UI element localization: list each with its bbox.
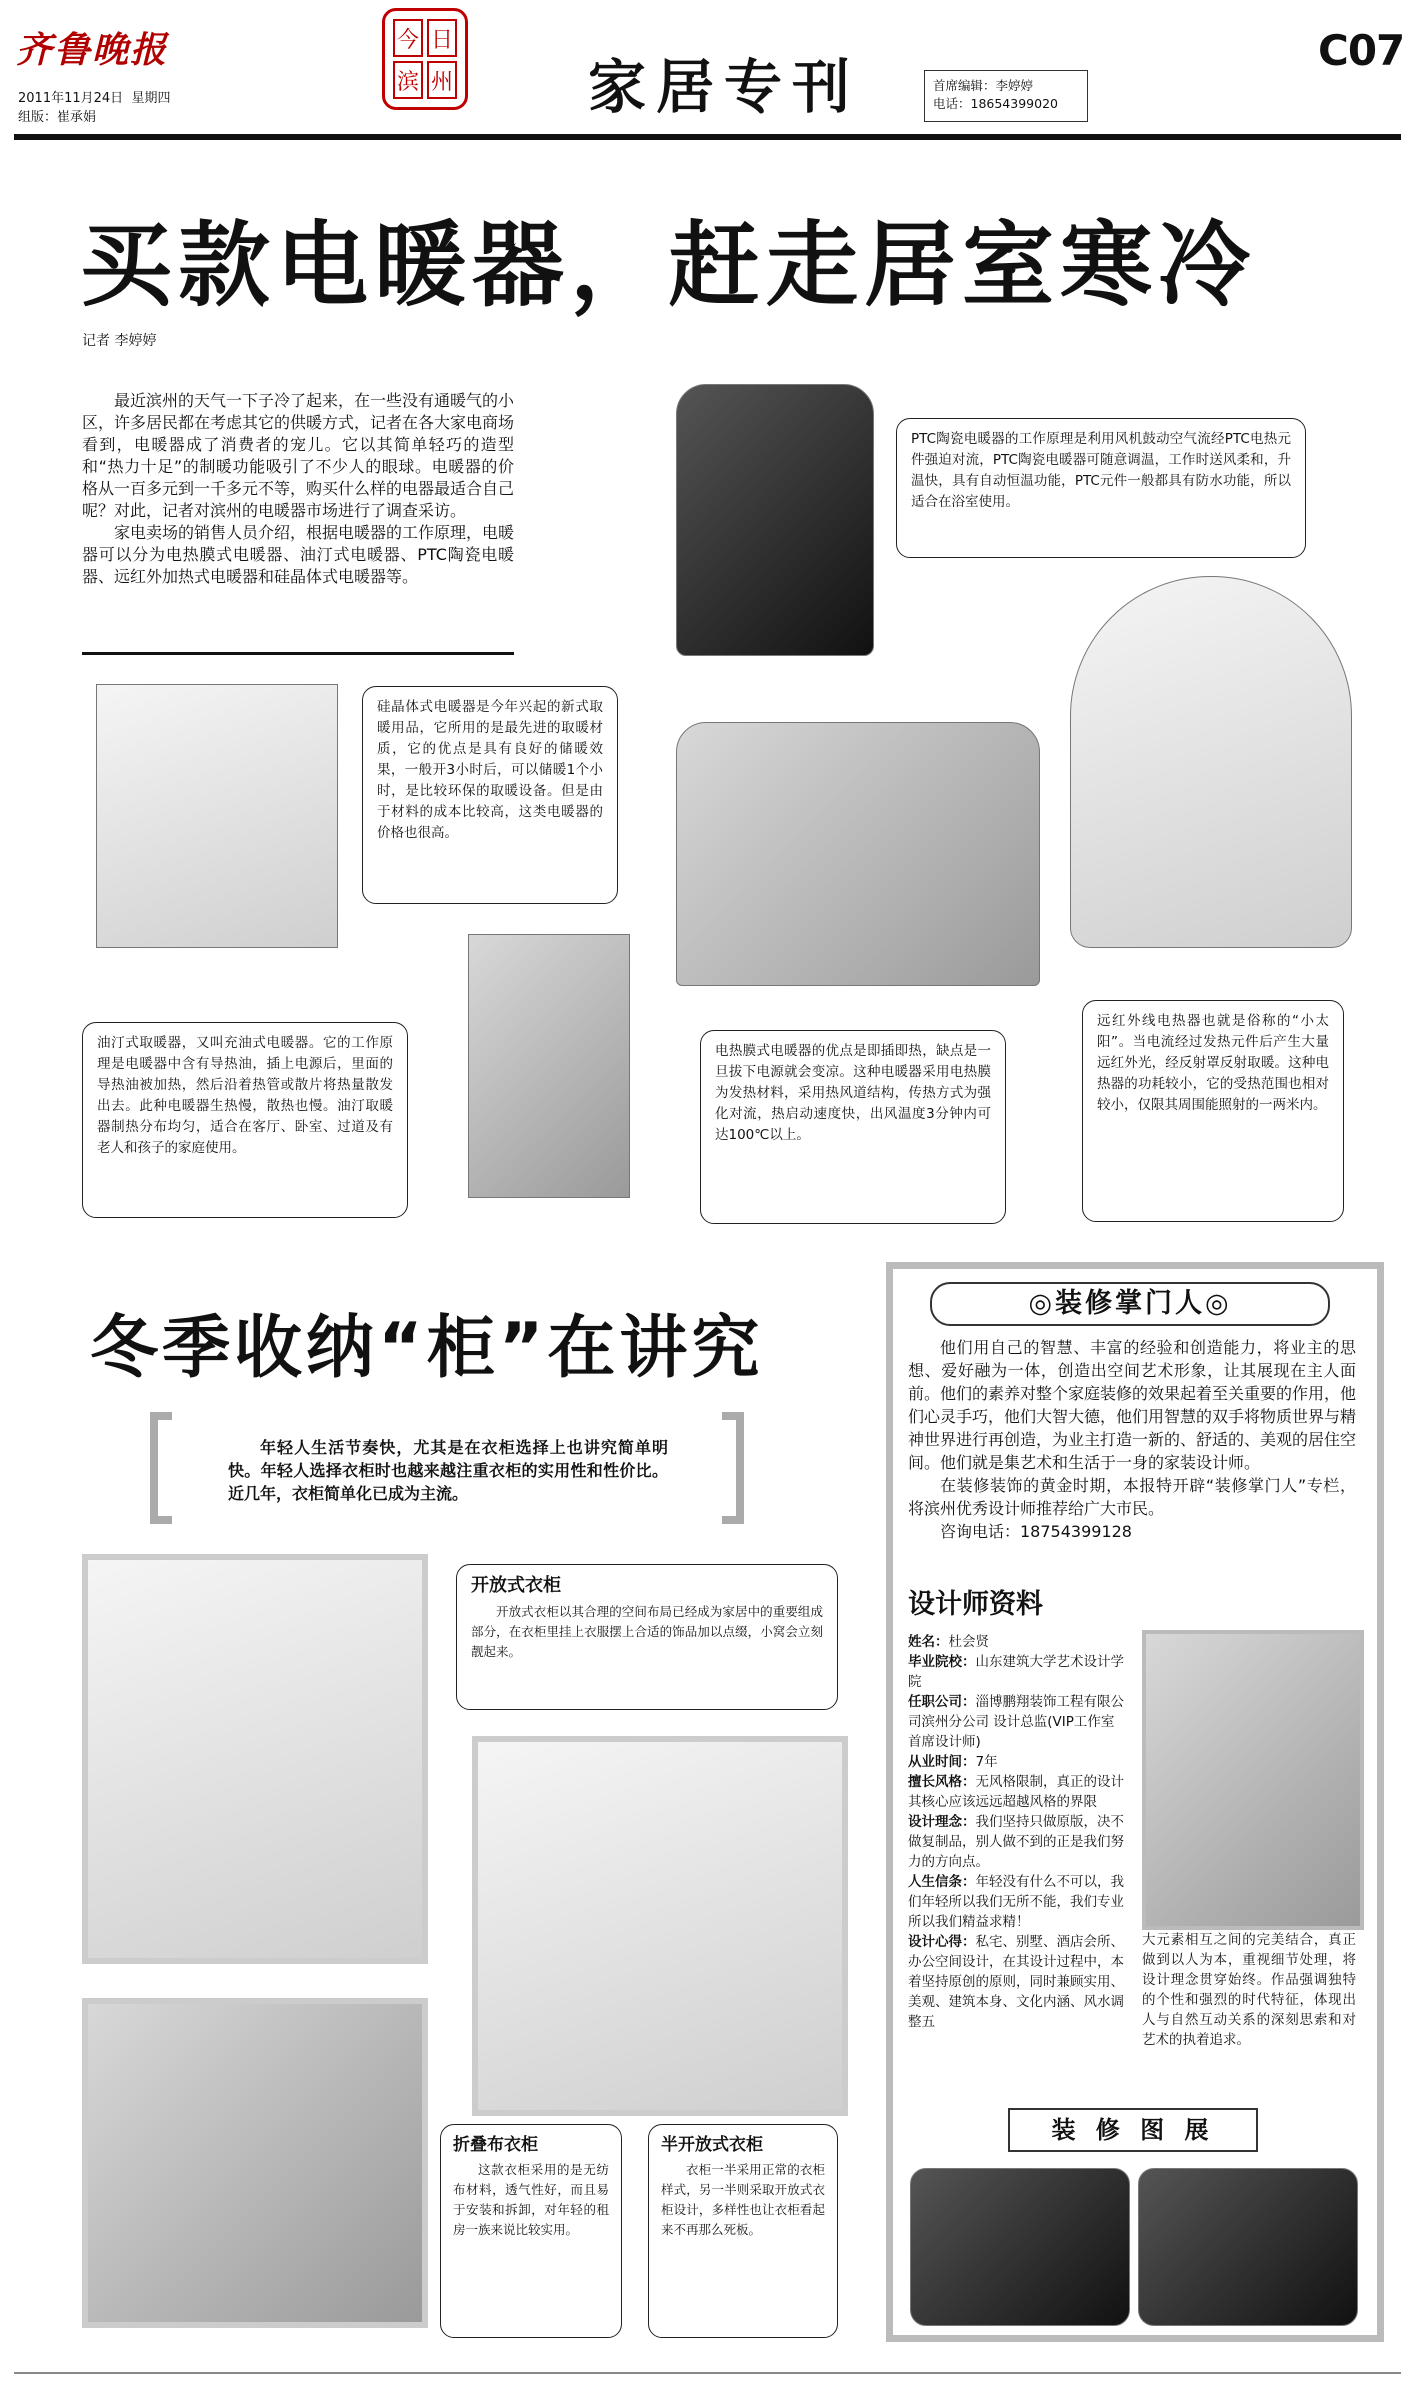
sidebar-intro1: 他们用自己的智慧、丰富的经验和创造能力，将业主的思想、爱好融为一体，创造出空间艺术形象，让其展现在主人面前。他们的素养对整个家庭装修的效果起着至关重要的作用，他们心灵手巧，他们大智大德，他们用智慧的双手将物质世界与精神世界进行再创造，为业主打造一新的、舒适的、美观的居住空间。他们就是集艺术和生活于一身的家装设计师。 bbox=[908, 1338, 1357, 1472]
open-wardrobe-callout bbox=[456, 1564, 838, 1710]
profile-row: 擅长风格：无风格限制，真正的设计其核心应该远远超越风格的界限 bbox=[908, 1774, 1124, 1810]
seal-char: 滨 bbox=[393, 61, 423, 99]
photo-caption: 大元素相互之间的完美结合，真正做到以人为本，重视细节处理，将设计理念贯穿始终。作品强调独特的个性和强烈的时代特征，体现出人与自然互动关系的深刻思索和对艺术的执着追求。 bbox=[1142, 1932, 1356, 2048]
masthead-rule bbox=[14, 134, 1401, 140]
sidebar-banner: ◎装修掌门人◎ bbox=[930, 1282, 1330, 1326]
editor-group: 组版：崔承娟 bbox=[18, 110, 97, 125]
half-open-wardrobe-image bbox=[472, 1736, 848, 2116]
article2-lead-text: 年轻人生活节奏快，尤其是在衣柜选择上也讲究简单明快。年轻人选择衣柜时也越来越注重衣柜的实用性和性价比。近几年，衣柜简单化已成为主流。 bbox=[228, 1438, 668, 1503]
article1-body bbox=[82, 390, 514, 588]
article2-lead bbox=[228, 1436, 668, 1505]
section-title: 家居专刊 bbox=[588, 53, 861, 121]
profile-row: 姓名：杜会贤 bbox=[908, 1634, 989, 1650]
profile-row: 从业时间：7年 bbox=[908, 1754, 998, 1770]
profile-row: 人生信条：年轻没有什么不可以，我们年轻所以我们无所不能，我们专业所以我们精益求精！ bbox=[908, 1874, 1124, 1930]
silicon-callout: 硅晶体式电暖器是今年兴起的新式取暖用品，它所用的是最先进的取暖材质，它的优点是具有良好的储暖效果，一般开3小时后，可以储暖1个小时，是比较环保的取暖设备。但是由于材料的成本比较高，这类电暖器的价格也很高。 bbox=[362, 686, 618, 904]
sidebar-intro2: 在装修装饰的黄金时期，本报特开辟“装修掌门人”专栏，将滨州优秀设计师推荐给广大市民。 bbox=[908, 1476, 1356, 1518]
open-wardrobe-text: 开放式衣柜以其合理的空间布局已经成为家居中的重要组成部分，在衣柜里挂上衣服摆上合适的饰品加以点缀，小窝会立刻靓起来。 bbox=[471, 1604, 823, 1659]
oil-callout: 油汀式取暖器，又叫充油式电暖器。它的工作原理是电暖器中含有导热油，插上电源后，里面的导热油被加热，然后沿着热管或散片将热量散发出去。此种电暖器生热慢，散热也慢。油汀取暖器制热分布均匀，适合在客厅、卧室、过道及有老人和孩子的家庭使用。 bbox=[82, 1022, 408, 1218]
half-wardrobe-text: 衣柜一半采用正常的衣柜样式，另一半则采取开放式衣柜设计，多样性也让衣柜看起来不再那么死板。 bbox=[661, 2162, 825, 2237]
gallery-image-2 bbox=[1138, 2168, 1358, 2326]
seal-char: 今 bbox=[393, 19, 423, 57]
infrared-callout: 远红外线电热器也就是俗称的“小太阳”。当电流经过发热元件后产生大量远红外光，经反射罩反射取暖。这种电热器的功耗较小，它的受热范围也相对较小，仅限其周围能照射的一两米内。 bbox=[1082, 1000, 1344, 1222]
designer-photo bbox=[1142, 1630, 1364, 1930]
profile-row: 设计心得：私宅、别墅、酒店会所、办公空间设计，在其设计过程中，本着坚持原创的原则，同时兼顾实用、美观、建筑本身、文化内涵、风水调整五 bbox=[908, 1934, 1124, 2030]
fold-wardrobe-callout bbox=[440, 2124, 622, 2338]
profile-row: 设计理念：我们坚持只做原版，决不做复制品，别人做不到的正是我们努力的方向点。 bbox=[908, 1814, 1124, 1870]
editor-phone: 电话：18654399020 bbox=[933, 96, 1058, 111]
designer-profile bbox=[908, 1632, 1126, 2032]
article2-headline: 冬季收纳“柜”在讲究 bbox=[90, 1309, 764, 1388]
seal-char: 日 bbox=[427, 19, 457, 57]
issue-date bbox=[18, 87, 170, 106]
half-wardrobe-callout bbox=[648, 2124, 838, 2338]
date-text: 2011年11月24日 bbox=[18, 91, 124, 106]
editor-box bbox=[924, 70, 1088, 122]
page-code: C07 bbox=[1318, 26, 1405, 75]
article1-para2: 家电卖场的销售人员介绍，根据电暖器的工作原理，电暖器可以分为电热膜式电暖器、油汀式电暖器、PTC陶瓷电暖器、远红外加热式电暖器和硅晶体式电暖器等。 bbox=[82, 523, 515, 586]
paper-name: 齐鲁晚报 bbox=[16, 29, 169, 71]
weekday-text: 星期四 bbox=[131, 91, 171, 106]
seal-logo bbox=[382, 8, 468, 110]
half-wardrobe-title: 半开放式衣柜 bbox=[661, 2135, 763, 2155]
open-wardrobe-image bbox=[82, 1554, 428, 1964]
sidebar-intro bbox=[908, 1336, 1356, 1543]
infrared-heater-image bbox=[1070, 576, 1352, 948]
lead-bracket-right bbox=[722, 1412, 744, 1524]
ptc-callout: PTC陶瓷电暖器的工作原理是利用风机鼓动空气流经PTC电热元件强迫对流，PTC陶瓷电暖器可随意调温，工作时送风柔和，升温快，具有自动恒温功能，PTC元件一般都具有防水功能，所以适合在浴室使用。 bbox=[896, 418, 1306, 558]
article1-headline: 买款电暖器，赶走居室寒冷 bbox=[80, 212, 1257, 319]
oil-heater-image bbox=[468, 934, 630, 1198]
lead-bracket-left bbox=[150, 1412, 172, 1524]
film-heater-image bbox=[676, 722, 1040, 986]
profile-title: 设计师资料 bbox=[908, 1589, 1043, 1620]
page-bottom-rule bbox=[14, 2372, 1401, 2374]
seal-char: 州 bbox=[427, 61, 457, 99]
fold-wardrobe-image bbox=[82, 1998, 428, 2328]
profile-row: 任职公司：淄博鹏翔装饰工程有限公司滨州分公司 设计总监(VIP工作室首席设计师) bbox=[908, 1694, 1124, 1750]
fold-wardrobe-title: 折叠布衣柜 bbox=[453, 2135, 538, 2155]
ptc-heater-image bbox=[676, 384, 874, 656]
article1-byline: 记者 李婷婷 bbox=[82, 333, 157, 349]
profile-row: 毕业院校：山东建筑大学艺术设计学院 bbox=[908, 1654, 1124, 1690]
open-wardrobe-title: 开放式衣柜 bbox=[471, 1575, 561, 1596]
sidebar-hotline: 咨询电话：18754399128 bbox=[940, 1522, 1132, 1541]
chief-editor: 首席编辑：李婷婷 bbox=[933, 78, 1034, 93]
gallery-title: 装 修 图 展 bbox=[1008, 2108, 1258, 2152]
fold-wardrobe-text: 这款衣柜采用的是无纺布材料，透气性好，而且易于安装和拆卸，对年轻的租房一族来说比较实用。 bbox=[453, 2162, 609, 2237]
article1-body-rule bbox=[82, 652, 514, 655]
article1-para1: 最近滨州的天气一下子冷了起来，在一些没有通暖气的小区，许多居民都在考虑其它的供暖方式，记者在各大家电商场看到，电暖器成了消费者的宠儿。它以其简单轻巧的造型和“热力十足”的制暖功能吸引了不少人的眼球。电暖器的价格从一百多元到一千多元不等，购买什么样的电器最适合自己呢？对此，记者对滨州的电暖器市场进行了调查采访。 bbox=[82, 391, 515, 520]
film-callout: 电热膜式电暖器的优点是即插即热，缺点是一旦拔下电源就会变凉。这种电暖器采用电热膜为发热材料，采用热风道结构，传热方式为强化对流，热启动速度快，出风温度3分钟内可达100℃以上。 bbox=[700, 1030, 1006, 1224]
silicon-heater-image bbox=[96, 684, 338, 948]
gallery-image-1 bbox=[910, 2168, 1130, 2326]
